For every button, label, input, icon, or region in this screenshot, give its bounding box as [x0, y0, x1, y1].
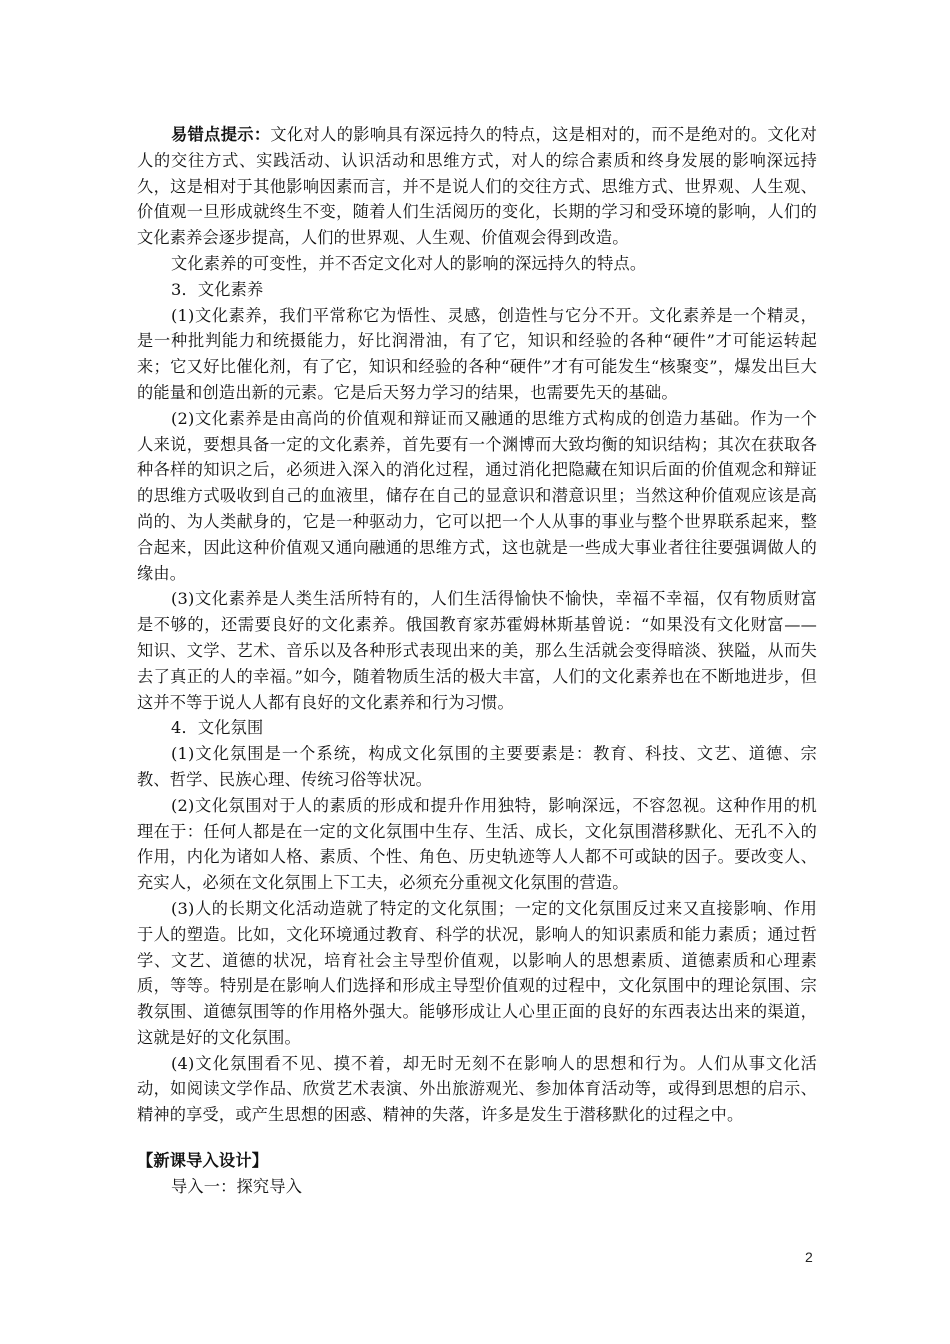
- error-tip-label: 易错点提示：: [171, 125, 271, 144]
- section-3-item-2: (2)文化素养是由高尚的价值观和辩证而又融通的思维方式构成的创造力基础。作为一个人来说，要想具备一定的文化素养，首先要有一个渊博而大致均衡的知识结构；其次在获取各种各样的知识之后，必须进入深入的消化过程，通过消化把隐藏在知识后面的价值观念和辩证的思维方式吸收到自己的血液里，储存在自己的显意识和潜意识里；当然这种价值观应该是高尚的、为人类献身的，它是一种驱动力，它可以把一个人从事的事业与整个世界联系起来，整合起来，因此这种价值观又通向融通的思维方式，这也就是一些成大事业者往往要强调做人的缘由。: [137, 408, 817, 583]
- section-3-item-3: (3)文化素养是人类生活所特有的，人们生活得愉快不愉快，幸福不幸福，仅有物质财富是不够的，还需要良好的文化素养。俄国教育家苏霍姆林斯基曾说：“如果没有文化财富——知识、文学、艺术、音乐以及各种形式表现出来的美，那么生活就会变得暗淡、狭隘，从而失去了真正的人的幸福。”如今，随着物质生活的极大丰富，人们的文化素养也在不断地进步，但这并不等于说人人都有良好的文化素养和行为习惯。: [137, 589, 817, 712]
- section-4-item-4: (4)文化氛围看不见、摸不着，却无时无刻不在影响人的思想和行为。人们从事文化活动，如阅读文学作品、欣赏艺术表演、外出旅游观光、参加体育活动等，或得到思想的启示、精神的享受，或产生思想的困惑、精神的失落，许多是发生于潜移默化的过程之中。: [137, 1053, 817, 1125]
- section-4-item-1: (1)文化氛围是一个系统，构成文化氛围的主要要素是：教育、科技、文艺、道德、宗教、哲学、民族心理、传统习俗等状况。: [137, 744, 817, 789]
- new-lesson-heading: 【新课导入设计】: [137, 1151, 269, 1171]
- error-tip-text: 文化对人的影响具有深远持久的特点，这是相对的，而不是绝对的。文化对人的交往方式、实践活动、认识活动和思维方式，对人的综合素质和终身发展的影响深远持久，这是相对于其他影响因素而言，并不是说人们的交往方式、思维方式、世界观、人生观、价值观一旦形成就终生不变，随着人们生活阅历的变化，长期的学习和受环境的影响，人们的文化素养会逐步提高，人们的世界观、人生观、价值观会得到改造。: [137, 125, 817, 248]
- section-4-title: 4．文化氛围: [171, 718, 264, 738]
- section-3-item-1: (1)文化素养，我们平常称它为悟性、灵感，创造性与它分不开。文化素养是一个精灵，是一种批判能力和统摄能力，好比润滑油，有了它，知识和经验的各种“硬件”才可能运转起来；它又好比催化剂，有了它，知识和经验的各种“硬件”才有可能发生“核聚变”，爆发出巨大的能量和创造出新的元素。它是后天努力学习的结果，也需要先天的基础。: [137, 305, 817, 402]
- section-3-title: 3．文化素养: [171, 279, 264, 299]
- section-4-item-3: (3)人的长期文化活动造就了特定的文化氛围；一定的文化氛围反过来又直接影响、作用于人的塑造。比如，文化环境通过教育、科学的状况，影响人的知识素质和能力素质；通过哲学、文艺、道德的状况，培育社会主导型价值观，以影响人的思想素质、道德素质和心理素质，等等。特别是在影响人们选择和形成主导型价值观的过程中，文化氛围中的理论氛围、宗教氛围、道德氛围等的作用格外强大。能够形成让人心里正面的良好的东西表达出来的渠道，这就是好的文化氛围。: [137, 898, 817, 1047]
- section-4-item-2: (2)文化氛围对于人的素质的形成和提升作用独特，影响深远，不容忽视。这种作用的机理在于：任何人都是在一定的文化氛围中生存、生活、成长，文化氛围潜移默化、无孔不入的作用，内化为诸如人格、素质、个性、角色、历史轨迹等人人都不可或缺的因子。要改变人、充实人，必须在文化氛围上下工夫，必须充分重视文化氛围的营造。: [137, 795, 817, 893]
- intro-label: 导入一：探究导入: [171, 1176, 303, 1196]
- error-tip-followup: 文化素养的可变性，并不否定文化对人的影响的深远持久的特点。: [171, 253, 647, 273]
- page-number: 2: [805, 1249, 813, 1265]
- error-tip-paragraph: [137, 122, 817, 251]
- document-body: [137, 122, 817, 1200]
